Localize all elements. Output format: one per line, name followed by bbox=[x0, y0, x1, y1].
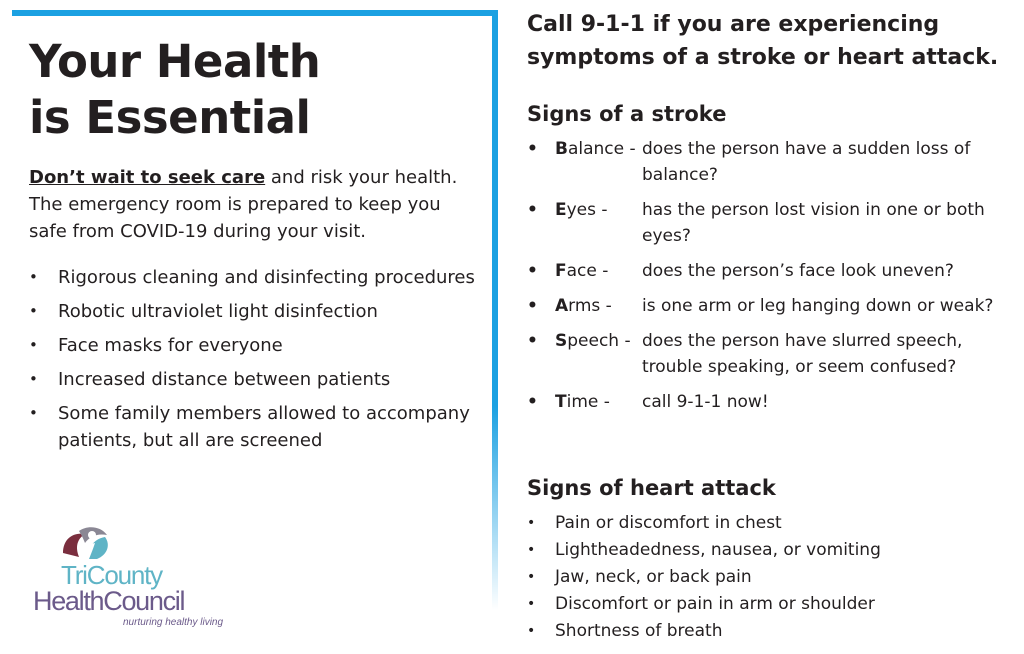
list-item: • Discomfort or pain in arm or shoulder bbox=[527, 591, 1007, 618]
list-item bbox=[527, 258, 1007, 284]
stroke-sign-key bbox=[555, 389, 642, 415]
stroke-sign-key bbox=[555, 258, 642, 284]
heart-attack-section-heading: Signs of heart attack bbox=[527, 476, 776, 500]
list-item bbox=[527, 293, 1007, 319]
stroke-section-heading: Signs of a stroke bbox=[527, 102, 727, 126]
stroke-sign-description: call 9-1-1 now! bbox=[642, 392, 769, 412]
stroke-sign-letter: T bbox=[555, 392, 567, 412]
stroke-sign-letter: S bbox=[555, 331, 568, 351]
stroke-sign-rest: ime - bbox=[566, 392, 610, 412]
stroke-sign-description: does the person’s face look uneven? bbox=[642, 261, 954, 281]
intro-paragraph bbox=[29, 164, 469, 245]
stroke-sign-rest: ace - bbox=[566, 261, 609, 281]
stroke-sign-key bbox=[555, 328, 642, 380]
stroke-sign-key bbox=[555, 293, 642, 319]
intro-rest: and risk your health. The emergency room is prepared to keep you safe from COVID-19 during your visit. bbox=[29, 167, 458, 242]
logo-wordmark-line-1: TriCounty bbox=[61, 560, 162, 590]
list-item bbox=[527, 136, 1007, 188]
stroke-sign-description: has the person lost vision in one or both eyes? bbox=[642, 200, 985, 246]
stroke-sign-letter: B bbox=[555, 139, 568, 159]
tricounty-logo bbox=[33, 520, 233, 635]
list-item: • Jaw, neck, or back pain bbox=[527, 564, 1007, 591]
stroke-sign-rest: peech - bbox=[567, 331, 631, 351]
stroke-sign-rest: rms - bbox=[568, 296, 612, 316]
stroke-sign-description: does the person have slurred speech, trouble speaking, or seem confused? bbox=[642, 331, 963, 377]
stroke-sign-rest: yes - bbox=[566, 200, 608, 220]
title-line-2: is Essential bbox=[29, 91, 311, 144]
stroke-sign-rest: alance - bbox=[567, 139, 636, 159]
stroke-sign-description: does the person have a sudden loss of balance? bbox=[642, 139, 971, 185]
stroke-sign-key bbox=[555, 136, 642, 188]
list-item bbox=[527, 197, 1007, 249]
logo-wordmark-line-2: HealthCouncil bbox=[33, 586, 185, 616]
stroke-sign-description: is one arm or leg hanging down or weak? bbox=[642, 296, 994, 316]
stroke-sign-letter: E bbox=[555, 200, 567, 220]
emergency-call-heading: Call 9-1-1 if you are experiencing symptoms of a stroke or heart attack. bbox=[527, 12, 999, 70]
people-logo-icon bbox=[59, 523, 113, 563]
stroke-sign-key bbox=[555, 197, 642, 249]
page-title bbox=[29, 34, 320, 146]
list-item: • Robotic ultraviolet light disinfection bbox=[29, 298, 479, 325]
heart-attack-signs-list bbox=[527, 510, 1007, 645]
list-item: • Increased distance between patients bbox=[29, 366, 479, 393]
stroke-signs-list bbox=[527, 136, 1007, 424]
list-item: • Pain or discomfort in chest bbox=[527, 510, 1007, 537]
list-item: • Some family members allowed to accompany patients, but all are screened bbox=[29, 400, 479, 454]
stroke-sign-letter: A bbox=[555, 296, 569, 316]
intro-lead: Don’t wait to seek care bbox=[29, 167, 266, 188]
list-item: • Face masks for everyone bbox=[29, 332, 479, 359]
list-item bbox=[527, 328, 1007, 380]
list-item: • Shortness of breath bbox=[527, 618, 1007, 645]
title-line-1: Your Health bbox=[29, 35, 321, 88]
logo-tagline: nurturing healthy living bbox=[123, 617, 224, 628]
list-item: • Rigorous cleaning and disinfecting procedures bbox=[29, 264, 479, 291]
list-item: • Lightheadedness, nausea, or vomiting bbox=[527, 537, 1007, 564]
safety-measures-list bbox=[29, 264, 479, 461]
stroke-sign-letter: F bbox=[555, 261, 567, 281]
list-item bbox=[527, 389, 1007, 415]
